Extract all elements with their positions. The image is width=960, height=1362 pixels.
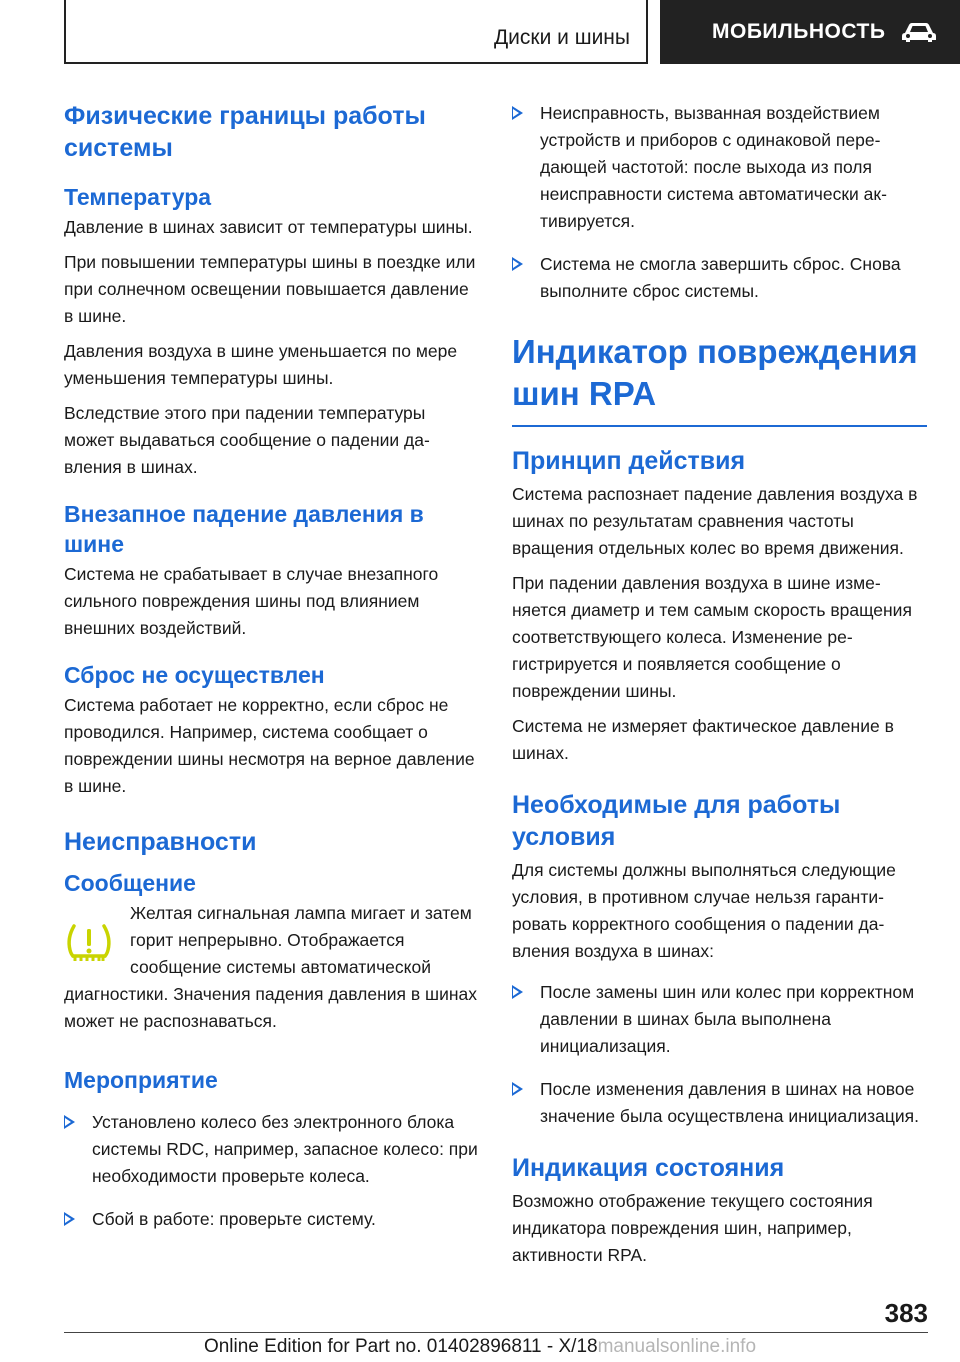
paragraph: Возможно отображение текущего состояния индикатора повреждения шин, например, активности RPA. — [512, 1191, 873, 1265]
bullet-triangle-icon — [512, 106, 523, 120]
bullet-triangle-icon — [512, 985, 523, 999]
watermark-text: manualsonline.info — [597, 1336, 757, 1357]
footer-divider — [64, 1332, 928, 1333]
chapter-tab — [660, 0, 960, 64]
list-item — [512, 100, 927, 235]
list-item-text: Система не смогла завершить сброс. Снова выполните сброс системы. — [540, 254, 901, 301]
list-item — [512, 251, 927, 305]
subheading-temperature: Температура — [64, 184, 212, 210]
chapter-title: МОБИЛЬНОСТЬ — [712, 20, 886, 43]
list-item-text: Установлено колесо без электронного блока системы RDC, например, запасное колесо: при необходимости проверьте колеса. — [92, 1112, 478, 1186]
list-item-text: После изменения давления в шинах на новое значение была осуществлена инициализация. — [540, 1079, 919, 1126]
list-item — [64, 1109, 479, 1190]
fault-continued-list — [512, 100, 927, 305]
paragraph: Давление в шинах зависит от температуры шины. — [64, 217, 473, 237]
paragraph: Система не срабатывает в случае внезапного сильного повреждения шины под влиянием внешних воздействий. — [64, 564, 439, 638]
section-heading-principle: Принцип действия — [512, 447, 746, 475]
subheading-measure: Мероприятие — [64, 1067, 218, 1093]
measure-list — [64, 1109, 479, 1233]
paragraph: Система не измеряет фактическое давление в шинах. — [512, 716, 894, 763]
list-item-text: Сбой в работе: проверьте систему. — [92, 1209, 376, 1229]
tire-pressure-warning-icon — [64, 920, 114, 964]
subheading-message: Сообщение — [64, 870, 196, 896]
list-item-text: Неисправность, вызванная воздействием устройств и приборов с одинаковой передающей частотой: после выхода из поля неисправности система автоматически активируется. — [540, 103, 887, 231]
paragraph: Вследствие этого при падении температуры может выдаваться сообщение о падении давления в шинах. — [64, 403, 430, 477]
list-item-text: После замены шин или колес при корректном давлении в шинах была выполнена инициализация. — [540, 982, 915, 1056]
chapter-heading-rpa: Индикатор повреждения шин RPA — [512, 333, 918, 412]
right-column — [512, 100, 927, 1277]
paragraph: При падении давления воздуха в шине изменяется диаметр и тем самым скорость вращения соответствующего колеса. Изменение регистрируется и появляется сообщение о повреждении шины. — [512, 573, 912, 701]
paragraph: При повышении температуры шины в поездке или при солнечном освещении повышается давление в шине. — [64, 252, 476, 326]
paragraph: Давления воздуха в шине уменьшается по мере уменьшения температуры шины. — [64, 341, 458, 388]
edition-text: Online Edition for Part no. 01402896811 - X/18 — [203, 1336, 598, 1357]
bullet-triangle-icon — [64, 1115, 75, 1129]
section-heading-faults: Неисправности — [64, 828, 257, 856]
list-item — [512, 1076, 927, 1130]
paragraph: Желтая сигнальная лампа мигает и затем горит непрерывно. Отображается сообщение системы автоматической диагностики. Значения падения давления в шинах может не распознаваться. — [64, 903, 478, 1031]
list-item — [64, 1206, 479, 1233]
paragraph: Система работает не корректно, если сброс не проводился. Например, система сообщает о повреждении шины несмотря на верное давление в шине. — [64, 695, 475, 796]
footer-edition — [0, 1336, 960, 1358]
section-heading-physical-limits: Физические границы работы системы — [64, 102, 426, 162]
chapter-divider — [512, 425, 927, 427]
car-icon — [899, 20, 939, 44]
bullet-triangle-icon — [64, 1212, 75, 1226]
message-block — [64, 900, 479, 1043]
section-heading-status: Индикация состояния — [512, 1154, 785, 1182]
paragraph: Система распознает падение давления воздуха в шинах по результатам сравнения частоты вращения отдельных колес во время движения. — [512, 484, 918, 558]
left-column — [64, 100, 479, 1249]
section-heading-conditions: Необходимые для работы условия — [512, 791, 841, 851]
bullet-triangle-icon — [512, 1082, 523, 1096]
section-title: Диски и шины — [493, 26, 630, 49]
subheading-reset-not-done: Сброс не осуществлен — [64, 662, 325, 688]
subheading-sudden-pressure-loss: Внезапное падение давления в шине — [64, 501, 424, 557]
list-item — [512, 979, 927, 1060]
conditions-list — [512, 979, 927, 1130]
bullet-triangle-icon — [512, 257, 523, 271]
page-number: 383 — [884, 1298, 928, 1328]
paragraph: Для системы должны выполняться следующие условия, в противном случае нельзя гарантировать корректного сообщения о падении давления воздуха в шинах: — [512, 860, 896, 961]
